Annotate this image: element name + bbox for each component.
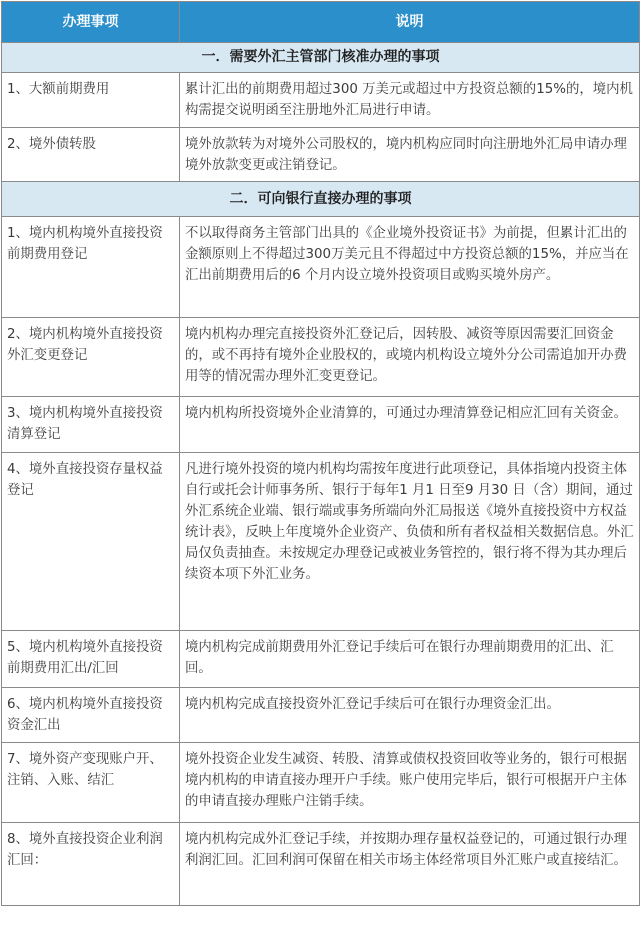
section-title: 二．可向银行直接办理的事项 xyxy=(2,182,640,217)
desc-text: 境外放款转为对境外公司股权的，境内机构应同时向注册地外汇局申请办理境外放款变更或注销登记。 xyxy=(185,137,627,173)
section-title-row xyxy=(2,182,640,217)
item-text: 6、境内机构境外直接投资资金汇出 xyxy=(7,697,163,733)
table-row xyxy=(2,397,640,453)
item-cell xyxy=(2,318,180,397)
desc-cell xyxy=(180,73,640,128)
item-text: 4、境外直接投资存量权益登记 xyxy=(7,462,163,498)
desc-text: 境内机构完成直接投资外汇登记手续后可在银行办理资金汇出。 xyxy=(185,697,560,712)
item-text: 8、境外直接投资企业利润汇回： xyxy=(7,832,163,868)
desc-cell xyxy=(180,823,640,906)
regulation-table xyxy=(1,1,640,906)
desc-text: 不以取得商务主管部门出具的《企业境外投资证书》为前提，但累计汇出的金额原则上不得超过300万美元且不得超过中方投资总额的15%，并应当在汇出前期费用后的6 个月内设立境外投资项目或购买境外房产。 xyxy=(185,226,629,283)
desc-cell xyxy=(180,453,640,631)
desc-text: 境内机构完成外汇登记手续，并按期办理存量权益登记的，可通过银行办理利润汇回。汇回利润可保留在相关市场主体经常项目外汇账户或直接结汇。 xyxy=(185,832,627,868)
desc-text: 凡进行境外投资的境内机构均需按年度进行此项登记，具体指境内投资主体自行或托会计师事务所、银行于每年1 月1 日至9 月30 日（含）期间，通过外汇系统企业端、银行端或事务所端向外汇局报送《境外直接投资中方权益统计表》，反映上年度境外企业资产、负债和所有者权益相关数据信息。外汇局仅负责抽查。未按规定办理登记或被业务管控的，银行将不得为其办理后续资本项下外汇业务。 xyxy=(185,462,634,582)
desc-text: 境内机构完成前期费用外汇登记手续后可在银行办理前期费用的汇出、汇回。 xyxy=(185,640,614,676)
desc-cell xyxy=(180,688,640,743)
table-row xyxy=(2,217,640,318)
item-text: 1、境内机构境外直接投资前期费用登记 xyxy=(7,226,163,262)
item-cell xyxy=(2,743,180,823)
header-item: 办理事项 xyxy=(2,2,180,43)
item-cell xyxy=(2,217,180,318)
desc-text: 境内机构所投资境外企业清算的，可通过办理清算登记相应汇回有关资金。 xyxy=(185,406,627,421)
item-cell xyxy=(2,397,180,453)
table-row xyxy=(2,318,640,397)
header-desc: 说明 xyxy=(180,2,640,43)
item-cell xyxy=(2,128,180,182)
item-text: 7、境外资产变现账户开、注销、入账、结汇 xyxy=(7,752,163,788)
section-title: 一．需要外汇主管部门核准办理的事项 xyxy=(2,43,640,73)
item-text: 3、境内机构境外直接投资清算登记 xyxy=(7,406,163,442)
desc-cell xyxy=(180,128,640,182)
table-row xyxy=(2,823,640,906)
item-cell xyxy=(2,453,180,631)
table-row xyxy=(2,453,640,631)
table-row xyxy=(2,743,640,823)
item-cell xyxy=(2,73,180,128)
item-cell xyxy=(2,631,180,688)
section-title-row xyxy=(2,43,640,73)
table-row xyxy=(2,73,640,128)
table-row xyxy=(2,631,640,688)
table-row xyxy=(2,688,640,743)
item-text: 5、境内机构境外直接投资前期费用汇出/汇回 xyxy=(7,640,163,676)
desc-text: 境内机构办理完直接投资外汇登记后，因转股、减资等原因需要汇回资金的，或不再持有境外企业股权的，或境内机构设立境外分公司需追加开办费用等的情况需办理外汇变更登记。 xyxy=(185,327,627,384)
desc-cell xyxy=(180,397,640,453)
desc-cell xyxy=(180,631,640,688)
item-cell xyxy=(2,688,180,743)
table-header-row xyxy=(2,2,640,43)
table-row xyxy=(2,128,640,182)
desc-cell xyxy=(180,743,640,823)
item-text: 2、境外债转股 xyxy=(7,137,96,152)
item-cell xyxy=(2,823,180,906)
item-text: 1、大额前期费用 xyxy=(7,82,110,97)
desc-text: 境外投资企业发生减资、转股、清算或债权投资回收等业务的，银行可根据境内机构的申请直接办理开户手续。账户使用完毕后，银行可根据开户主体的申请直接办理账户注销手续。 xyxy=(185,752,627,809)
desc-text: 累计汇出的前期费用超过300 万美元或超过中方投资总额的15%的，境内机构需提交说明函至注册地外汇局进行申请。 xyxy=(185,82,633,118)
desc-cell xyxy=(180,217,640,318)
desc-cell xyxy=(180,318,640,397)
item-text: 2、境内机构境外直接投资外汇变更登记 xyxy=(7,327,163,363)
